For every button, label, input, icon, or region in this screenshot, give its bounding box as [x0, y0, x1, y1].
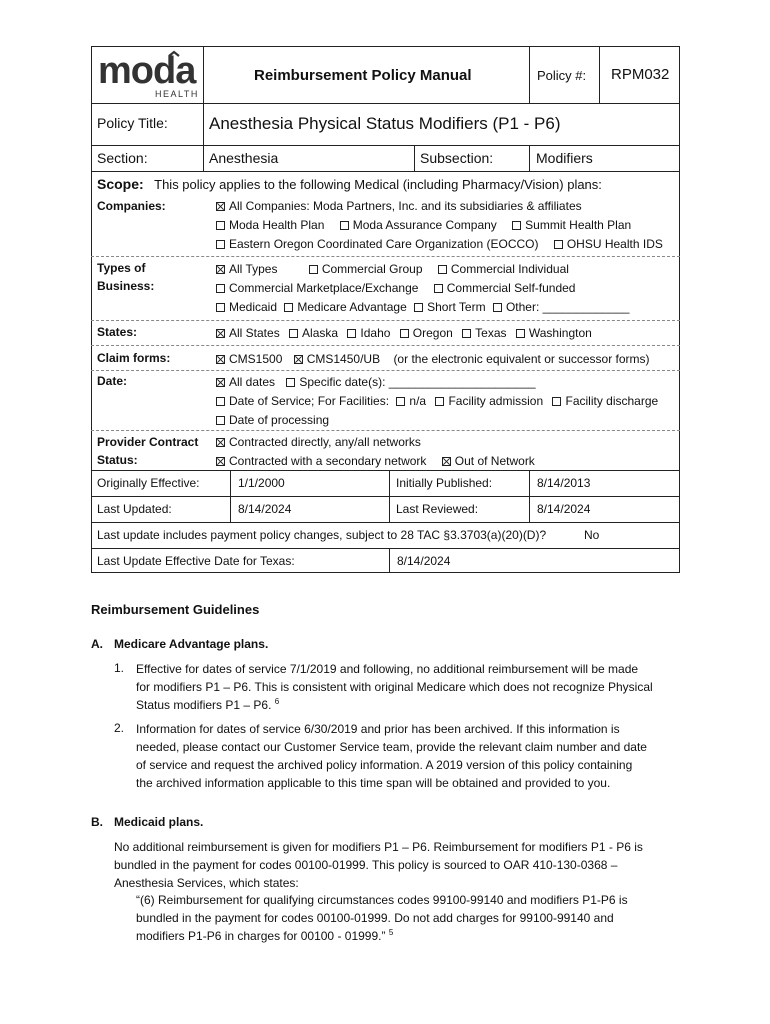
footnote-ref: 5: [388, 928, 394, 937]
checkbox-label: Contracted with a secondary network: [229, 454, 427, 468]
checkbox[interactable]: [400, 329, 409, 338]
divider: [414, 145, 415, 171]
divider: [389, 548, 390, 573]
checkbox-checked[interactable]: [216, 378, 225, 387]
checkbox[interactable]: [309, 265, 318, 274]
section-b-heading: Medicaid plans.: [114, 815, 204, 829]
section-b-letter: B.: [91, 815, 103, 829]
text-line: for modifiers P1 – P6. This is consistent with original Medicare which does not recognize Physical: [136, 680, 653, 694]
last-reviewed-value: 8/14/2024: [537, 502, 591, 516]
types-line-1: [216, 262, 569, 276]
checkbox-label: Texas: [475, 326, 507, 340]
policy-title: Anesthesia Physical Status Modifiers (P1 - P6): [209, 114, 561, 133]
divider: [91, 548, 680, 549]
date-line-3: [216, 413, 329, 427]
checkbox-label: All Companies: Moda Partners, Inc. and its subsidiaries & affiliates: [229, 199, 582, 213]
checkbox-label: Date of processing: [229, 413, 330, 427]
policy-number: RPM032: [611, 66, 670, 83]
divider: [91, 496, 680, 497]
section-a-letter: A.: [91, 637, 103, 651]
text-line: No additional reimbursement is given for modifiers P1 – P6. Reimbursement for modifiers P1 - P6 is: [114, 840, 643, 854]
scope-label: Scope:: [97, 176, 144, 192]
checkbox-label: CMS1500: [229, 352, 283, 366]
checkbox[interactable]: [462, 329, 471, 338]
checkbox-label: Commercial Individual: [450, 262, 569, 276]
checkbox-label: Commercial Marketplace/Exchange: [229, 281, 419, 295]
divider: [91, 470, 680, 471]
checkbox[interactable]: [554, 240, 563, 249]
checkbox[interactable]: [286, 378, 295, 387]
checkbox[interactable]: [396, 397, 405, 406]
checkbox-checked[interactable]: [216, 457, 225, 466]
checkbox[interactable]: [216, 303, 225, 312]
scope-text: This policy applies to the following Medical (including Pharmacy/Vision) plans:: [154, 177, 602, 192]
text-line: [136, 927, 680, 945]
texas-answer: No: [584, 528, 600, 542]
divider: [529, 145, 530, 171]
date-line-1: [216, 375, 536, 389]
checkbox-label: Date of Service; For Facilities:: [229, 394, 390, 408]
logo-subtext: HEALTH: [155, 89, 199, 99]
divider: [529, 46, 530, 103]
checkbox-checked[interactable]: [216, 355, 225, 364]
checkbox[interactable]: [216, 240, 225, 249]
checkbox-label: Facility discharge: [565, 394, 659, 408]
checkbox[interactable]: [493, 303, 502, 312]
subsection-value: Modifiers: [536, 150, 593, 166]
checkbox-label: n/a: [409, 394, 427, 408]
scope-row: [97, 176, 602, 194]
text-line: of service and request the archived policy information. A 2019 version of this policy containing: [136, 758, 633, 772]
checkbox[interactable]: [216, 284, 225, 293]
item-a1-number: 1.: [114, 661, 125, 675]
subsection-label: Subsection:: [420, 150, 494, 166]
checkbox-label: Alaska: [302, 326, 339, 340]
companies-line-3: [216, 237, 663, 251]
section-b-text: [114, 838, 680, 892]
divider: [91, 171, 680, 172]
text-line: needed, please contact our Customer Service team, provide the relevant claim number and date: [136, 740, 647, 754]
last-updated-value: 8/14/2024: [238, 502, 292, 516]
checkbox[interactable]: [414, 303, 423, 312]
provider-line-1: [216, 435, 421, 449]
checkbox-label: Medicare Advantage: [297, 300, 407, 314]
initially-published-label: Initially Published:: [396, 476, 493, 490]
divider: [91, 145, 680, 146]
checkbox[interactable]: [216, 221, 225, 230]
provider-line-2: [216, 454, 535, 468]
checkbox-checked[interactable]: [216, 438, 225, 447]
claim-forms-note: (or the electronic equivalent or successor forms): [393, 352, 650, 366]
checkbox-label: Contracted directly, any/all networks: [229, 435, 421, 449]
policy-title-label: Policy Title:: [97, 115, 168, 131]
checkbox-label: Short Term: [427, 300, 486, 314]
checkbox-label: OHSU Health IDS: [566, 237, 663, 251]
divider: [91, 320, 680, 321]
types-line-3: [216, 300, 629, 314]
types-label-line2: Business:: [97, 279, 155, 293]
text-line: Information for dates of service 6/30/2019 and prior has been archived. If this information is: [136, 722, 620, 736]
originally-effective-value: 1/1/2000: [238, 476, 285, 490]
divider: [230, 470, 231, 522]
last-reviewed-label: Last Reviewed:: [396, 502, 479, 516]
item-a2-number: 2.: [114, 721, 125, 735]
divider: [389, 470, 390, 522]
states-label: States:: [97, 325, 138, 339]
checkbox[interactable]: [438, 265, 447, 274]
checkbox-label: Specific date(s): ______________________: [299, 375, 536, 389]
checkbox[interactable]: [289, 329, 298, 338]
text-line: Anesthesia Services, which states:: [114, 876, 299, 890]
checkbox-checked[interactable]: [442, 457, 451, 466]
item-a1-text: [136, 660, 680, 714]
checkbox-label: All dates: [229, 375, 276, 389]
moda-health-logo: [97, 49, 199, 101]
date-label: Date:: [97, 374, 128, 388]
checkbox-checked[interactable]: [216, 265, 225, 274]
checkbox-label: Eastern Oregon Coordinated Care Organization (EOCCO): [229, 237, 539, 251]
checkbox-label: Summit Health Plan: [525, 218, 632, 232]
guidelines-heading: Reimbursement Guidelines: [91, 602, 260, 617]
checkbox-label: Medicaid: [229, 300, 278, 314]
texas-question: Last update includes payment policy changes, subject to 28 TAC §3.3703(a)(20)(D)?: [97, 528, 547, 542]
text-line: [136, 696, 680, 714]
originally-effective-label: Originally Effective:: [97, 476, 200, 490]
checkbox[interactable]: [340, 221, 349, 230]
date-line-2: [216, 394, 658, 408]
provider-label-line1: Provider Contract: [97, 435, 199, 449]
logo-wordmark: moda: [98, 50, 196, 92]
policy-number-label: Policy #:: [537, 68, 587, 83]
divider: [599, 46, 600, 103]
checkbox[interactable]: [512, 221, 521, 230]
checkbox[interactable]: [347, 329, 356, 338]
checkbox-label: All States: [229, 326, 280, 340]
checkbox[interactable]: [434, 284, 443, 293]
checkbox-label: Moda Assurance Company: [352, 218, 497, 232]
checkbox-label: Commercial Group: [321, 262, 423, 276]
divider: [91, 522, 680, 523]
divider: [91, 345, 680, 346]
checkbox-checked[interactable]: [216, 329, 225, 338]
checkbox-label: All Types: [229, 262, 278, 276]
last-updated-label: Last Updated:: [97, 502, 172, 516]
text-fragment: Status modifiers P1 – P6.: [136, 698, 272, 712]
oar-quote: [136, 891, 680, 945]
checkbox[interactable]: [216, 416, 225, 425]
claim-forms-line: [216, 352, 650, 366]
types-label-line1: Types of: [97, 261, 146, 275]
checkbox-label: Out of Network: [454, 454, 535, 468]
types-line-2: [216, 281, 575, 295]
checkbox[interactable]: [435, 397, 444, 406]
text-line: bundled in the payment for codes 00100-01999. This policy is sourced to OAR 410-130-0368 –: [114, 858, 618, 872]
checkbox-label: Washington: [528, 326, 592, 340]
checkbox[interactable]: [552, 397, 561, 406]
text-line: the archived information applicable to this time span will be obtained and provided to you.: [136, 776, 611, 790]
states-line: [216, 326, 592, 340]
checkbox-label: Facility admission: [448, 394, 544, 408]
checkbox-label: Oregon: [412, 326, 453, 340]
texas-effective-label: Last Update Effective Date for Texas:: [97, 554, 295, 568]
item-a2-text: [136, 720, 680, 792]
claim-forms-label: Claim forms:: [97, 351, 171, 365]
divider: [91, 103, 680, 104]
checkbox-label: Commercial Self-funded: [446, 281, 576, 295]
divider: [91, 256, 680, 257]
divider: [203, 46, 204, 171]
checkbox[interactable]: [516, 329, 525, 338]
text-line: Effective for dates of service 7/1/2019 and following, no additional reimbursement will be made: [136, 662, 639, 676]
companies-label: Companies:: [97, 199, 166, 213]
companies-line-2: [216, 218, 631, 232]
text-line: “(6) Reimbursement for qualifying circumstances codes 99100-99140 and modifiers P1-P6 is: [136, 893, 628, 907]
divider: [529, 470, 530, 522]
checkbox-checked[interactable]: [216, 202, 225, 211]
checkbox[interactable]: [284, 303, 293, 312]
checkbox-checked[interactable]: [294, 355, 303, 364]
manual-title: Reimbursement Policy Manual: [254, 67, 472, 84]
checkbox-label: Other: _____________: [505, 300, 630, 314]
section-a-heading: Medicare Advantage plans.: [114, 637, 269, 651]
initially-published-value: 8/14/2013: [537, 476, 591, 490]
section-value: Anesthesia: [209, 150, 279, 166]
divider: [91, 370, 680, 371]
checkbox[interactable]: [216, 397, 225, 406]
footnote-ref: 6: [274, 697, 280, 706]
text-fragment: modifiers P1-P6 in charges for 00100 - 01999.”: [136, 929, 386, 943]
texas-effective-value: 8/14/2024: [397, 554, 451, 568]
checkbox-label: Moda Health Plan: [229, 218, 325, 232]
section-label: Section:: [97, 150, 148, 166]
text-line: bundled in the payment for codes 00100-01999. Do not add charges for 99100-99140 and: [136, 911, 614, 925]
provider-label-line2: Status:: [97, 453, 138, 467]
divider: [91, 430, 680, 431]
companies-line-1: [216, 199, 582, 213]
checkbox-label: CMS1450/UB: [306, 352, 381, 366]
checkbox-label: Idaho: [360, 326, 391, 340]
